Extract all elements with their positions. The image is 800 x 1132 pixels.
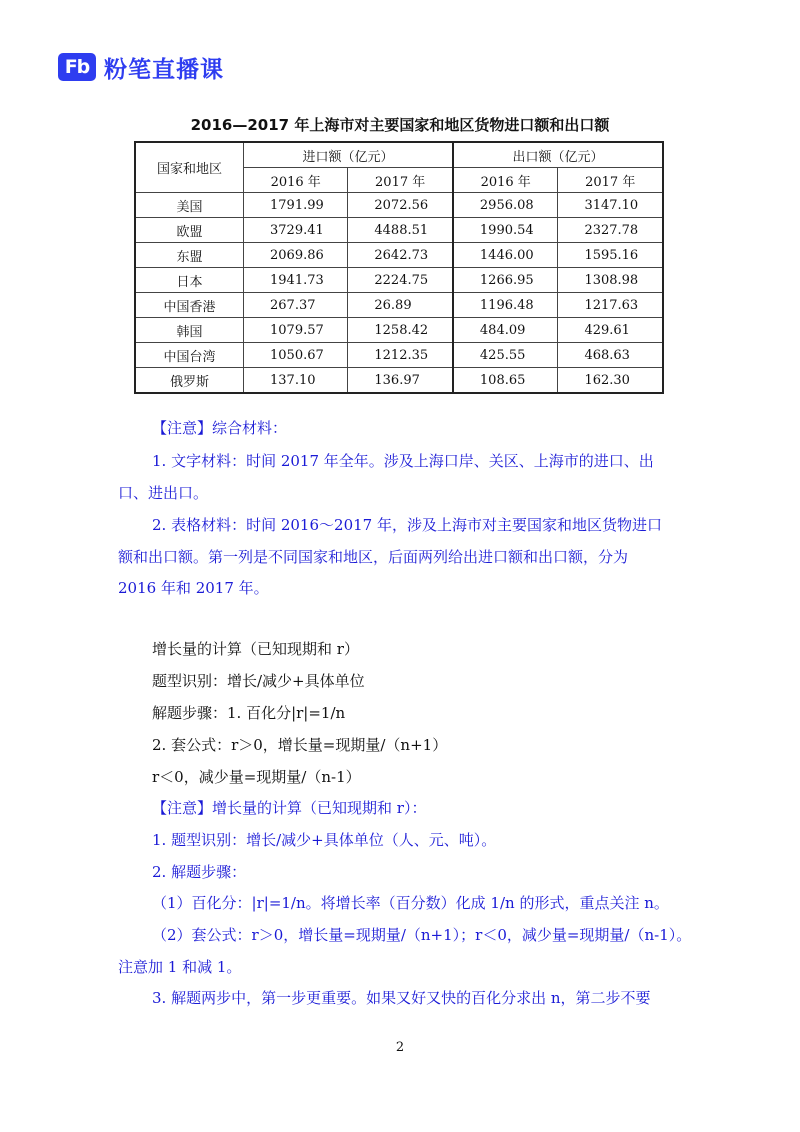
note2-heading: 【注意】增长量的计算（已知现期和 r）： <box>152 799 427 817</box>
method-title: 增长量的计算（已知现期和 r） <box>152 640 359 658</box>
value-cell: 137.10 <box>244 368 348 394</box>
value-cell: 468.63 <box>558 343 663 368</box>
country-cell: 美国 <box>135 193 244 218</box>
logo-mark: Fb <box>58 53 96 81</box>
value-cell: 1446.00 <box>453 243 558 268</box>
value-cell: 1990.54 <box>453 218 558 243</box>
value-cell: 2224.75 <box>348 268 453 293</box>
value-cell: 2327.78 <box>558 218 663 243</box>
value-cell: 26.89 <box>348 293 453 318</box>
value-cell: 2069.86 <box>244 243 348 268</box>
value-cell: 484.09 <box>453 318 558 343</box>
table-row <box>135 343 663 368</box>
note1-line: 2016 年和 2017 年。 <box>118 579 269 597</box>
method-line: 2. 套公式：r＞0，增长量=现期量/（n+1） <box>152 736 448 754</box>
value-cell: 1258.42 <box>348 318 453 343</box>
note2-line: 注意加 1 和减 1。 <box>118 958 242 976</box>
import-header: 进口额（亿元） <box>244 142 453 168</box>
logo-text: 粉笔直播课 <box>104 56 224 83</box>
value-cell: 1595.16 <box>558 243 663 268</box>
country-cell: 俄罗斯 <box>135 368 244 394</box>
row-header: 国家和地区 <box>135 142 244 193</box>
trade-table <box>134 141 664 394</box>
year-header: 2016 年 <box>244 168 348 193</box>
value-cell: 1217.63 <box>558 293 663 318</box>
year-header: 2017 年 <box>348 168 453 193</box>
value-cell: 2956.08 <box>453 193 558 218</box>
value-cell: 2642.73 <box>348 243 453 268</box>
note1-line: 口、进出口。 <box>118 484 209 502</box>
value-cell: 267.37 <box>244 293 348 318</box>
table-row <box>135 368 663 394</box>
country-cell: 日本 <box>135 268 244 293</box>
note2-line: 2. 解题步骤： <box>152 863 247 881</box>
value-cell: 162.30 <box>558 368 663 394</box>
value-cell: 1079.57 <box>244 318 348 343</box>
country-cell: 韩国 <box>135 318 244 343</box>
note1-line: 1. 文字材料：时间 2017 年全年。涉及上海口岸、关区、上海市的进口、出 <box>152 452 654 470</box>
note1-line: 2. 表格材料：时间 2016～2017 年，涉及上海市对主要国家和地区货物进口 <box>152 516 662 534</box>
page-number: 2 <box>395 1040 405 1055</box>
table-row <box>135 318 663 343</box>
note2-line: （1）百化分：|r|=1/n。将增长率（百分数）化成 1/n 的形式，重点关注 n。 <box>152 894 669 912</box>
note1-heading: 【注意】综合材料： <box>152 419 288 437</box>
value-cell: 2072.56 <box>348 193 453 218</box>
country-cell: 欧盟 <box>135 218 244 243</box>
table-row <box>135 293 663 318</box>
method-line: r＜0，减少量=现期量/（n-1） <box>152 768 361 786</box>
value-cell: 425.55 <box>453 343 558 368</box>
note1-line: 额和出口额。第一列是不同国家和地区，后面两列给出进口额和出口额，分为 <box>118 548 629 566</box>
table-row <box>135 193 663 218</box>
value-cell: 1266.95 <box>453 268 558 293</box>
note2-line: 1. 题型识别：增长/减少+具体单位（人、元、吨）。 <box>152 831 497 849</box>
method-line: 题型识别：增长/减少+具体单位 <box>152 672 365 690</box>
table-row <box>135 243 663 268</box>
value-cell: 136.97 <box>348 368 453 394</box>
export-header: 出口额（亿元） <box>453 142 663 168</box>
value-cell: 1941.73 <box>244 268 348 293</box>
country-cell: 中国香港 <box>135 293 244 318</box>
value-cell: 4488.51 <box>348 218 453 243</box>
note2-line: （2）套公式：r＞0，增长量=现期量/（n+1）；r＜0，减少量=现期量/（n-1）。 <box>152 926 692 944</box>
brand-logo <box>58 52 224 82</box>
value-cell: 1791.99 <box>244 193 348 218</box>
table-row <box>135 218 663 243</box>
value-cell: 108.65 <box>453 368 558 394</box>
value-cell: 429.61 <box>558 318 663 343</box>
value-cell: 3147.10 <box>558 193 663 218</box>
country-cell: 中国台湾 <box>135 343 244 368</box>
value-cell: 1196.48 <box>453 293 558 318</box>
value-cell: 3729.41 <box>244 218 348 243</box>
table-row <box>135 268 663 293</box>
value-cell: 1050.67 <box>244 343 348 368</box>
country-cell: 东盟 <box>135 243 244 268</box>
value-cell: 1308.98 <box>558 268 663 293</box>
table-title: 2016—2017 年上海市对主要国家和地区货物进口额和出口额 <box>190 116 610 134</box>
year-header: 2017 年 <box>558 168 663 193</box>
year-header: 2016 年 <box>453 168 558 193</box>
method-line: 解题步骤：1. 百化分|r|=1/n <box>152 704 346 722</box>
table-header-row <box>135 142 663 168</box>
note2-line: 3. 解题两步中，第一步更重要。如果又好又快的百化分求出 n，第二步不要 <box>152 989 651 1007</box>
value-cell: 1212.35 <box>348 343 453 368</box>
